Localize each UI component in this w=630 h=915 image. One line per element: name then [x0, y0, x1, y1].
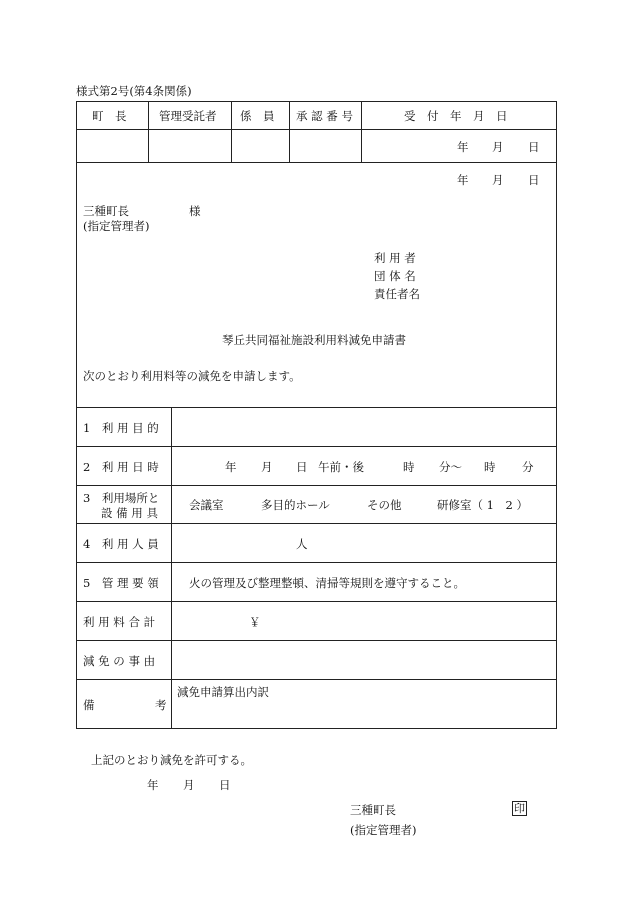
approval-text: 上記のとおり減免を許可する。	[91, 753, 252, 767]
header-shonin: 承 認 番 号	[296, 109, 353, 123]
reason-label: 減 免 の 事 由	[83, 654, 156, 668]
remarks-label-2: 考	[155, 698, 167, 712]
receipt-month: 月	[492, 140, 504, 154]
approval-designated: (指定管理者)	[350, 823, 417, 837]
approval-day: 日	[219, 778, 231, 792]
place-option-meeting-room: 会議室	[189, 498, 224, 512]
fee-label: 利 用 料 合 計	[83, 615, 156, 629]
receipt-day: 日	[528, 140, 540, 154]
applicant-user-label: 利 用 者	[374, 251, 416, 265]
datetime-hour-start: 時	[403, 460, 415, 474]
header-uketsuke: 受 付 年 月 日	[404, 109, 508, 123]
people-unit: 人	[296, 537, 308, 551]
apply-month: 月	[492, 173, 504, 187]
datetime-label: 2 利 用 日 時	[83, 460, 159, 474]
place-option-training-room: 研修室（ 1 2 ）	[437, 498, 528, 512]
addressee-sama: 様	[189, 204, 201, 218]
addressee-designated: (指定管理者)	[83, 219, 150, 233]
datetime-year: 年	[225, 460, 237, 474]
addressee-mayor: 三種町長	[83, 204, 129, 218]
seal-mark: 印	[514, 802, 525, 815]
place-option-hall: 多目的ホール	[261, 498, 330, 512]
form-number: 様式第2号(第4条関係)	[76, 84, 192, 98]
people-label: 4 利 用 人 員	[83, 537, 159, 551]
datetime-ampm: 午前・後	[318, 460, 364, 474]
apply-day: 日	[528, 173, 540, 187]
header-kanri: 管理受託者	[159, 109, 217, 123]
rules-text: 火の管理及び整理整頓、清掃等規則を遵守すること。	[189, 576, 465, 590]
applicant-group-label: 団 体 名	[374, 269, 416, 283]
datetime-day: 日	[296, 460, 308, 474]
applicant-person-label: 責任者名	[374, 287, 420, 301]
remarks-text: 減免申請算出内訳	[177, 685, 269, 699]
intro-text: 次のとおり利用料等の減免を申請します。	[83, 369, 301, 383]
approval-mayor: 三種町長	[350, 803, 396, 817]
datetime-month: 月	[261, 460, 273, 474]
header-kakari: 係 員	[240, 109, 275, 123]
datetime-min-end: 分	[522, 460, 534, 474]
receipt-year: 年	[457, 140, 469, 154]
datetime-hour-end: 時	[484, 460, 496, 474]
datetime-min-start: 分～	[439, 460, 462, 474]
place-label-2: 設 備 用 具	[101, 506, 158, 520]
place-label-1: 3 利用場所と	[83, 491, 160, 505]
remarks-label-1: 備	[83, 698, 95, 712]
apply-year: 年	[457, 173, 469, 187]
approval-year: 年	[147, 778, 159, 792]
fee-yen: ￥	[249, 615, 261, 629]
purpose-label: 1 利 用 目 的	[83, 421, 159, 435]
approval-month: 月	[183, 778, 195, 792]
document-title: 琴丘共同福祉施設利用料減免申請書	[222, 333, 406, 347]
rules-label: 5 管 理 要 領	[83, 576, 159, 590]
header-cho: 町 長	[92, 109, 127, 123]
place-option-other: その他	[367, 498, 402, 512]
